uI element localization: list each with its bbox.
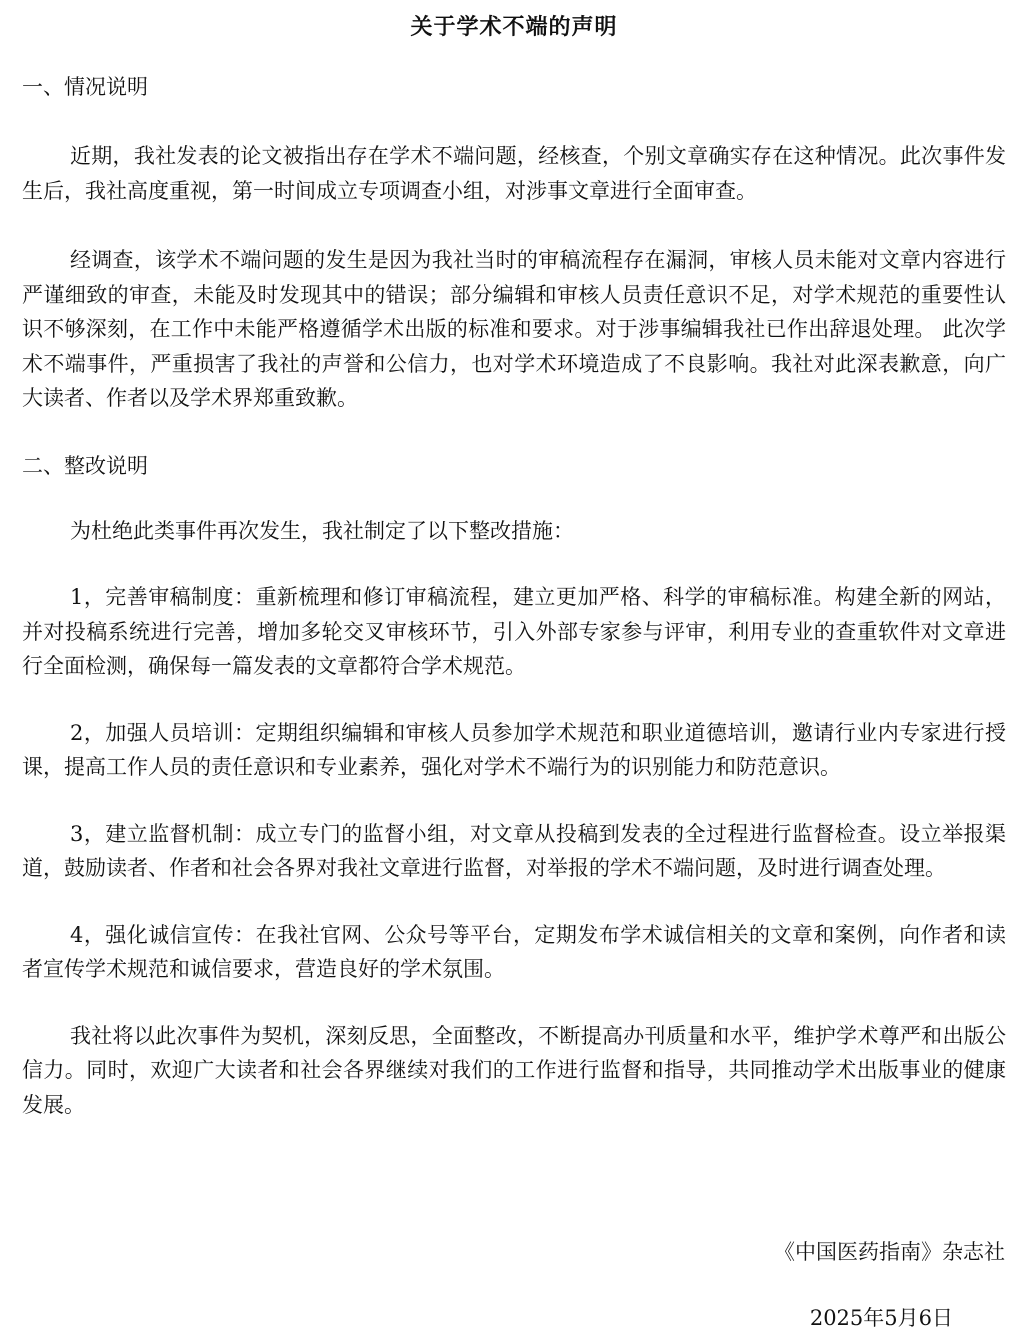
investigation-paragraph: 经调查，该学术不端问题的发生是因为我社当时的审稿流程存在漏洞，审核人员未能对文章内容进行严谨细致的审查，未能及时发现其中的错误；部分编辑和审核人员责任意识不足，对学术规范的重要性认识不够深刻，在工作中未能严格遵循学术出版的标准和要求。对于涉事编辑我社已作出辞退处理。 此次学术不端事件，严重损害了我社的声誉和公信力，也对学术环境造成了不良影响。我社对此深表歉意，向广大读者、作者以及学术界郑重致歉。 xyxy=(22,248,1006,410)
measure-item: 4，强化诚信宣传：在我社官网、公众号等平台，定期发布学术诚信相关的文章和案例，向作者和读者宣传学术规范和诚信要求，营造良好的学术氛围。 xyxy=(22,922,1006,981)
section-heading-rectification: 二、整改说明 xyxy=(22,453,148,478)
document-title: 关于学术不端的声明 xyxy=(410,14,618,40)
statement-document xyxy=(22,0,1006,1122)
measure-item: 1，完善审稿制度：重新梳理和修订审稿流程，建立更加严格、科学的审稿标准。构建全新的网站，并对投稿系统进行完善，增加多轮交叉审核环节，引入外部专家参与评审，利用专业的查重软件对文章进行全面检测，确保每一篇发表的文章都符合学术规范。 xyxy=(22,585,1006,678)
measure-item: 2，加强人员培训：定期组织编辑和审核人员参加学术规范和职业道德培训，邀请行业内专家进行授课，提高工作人员的责任意识和专业素养，强化对学术不端行为的识别能力和防范意识。 xyxy=(22,720,1006,779)
statement-date: 2025年5月6日 xyxy=(809,1306,953,1330)
publisher-signature: 《中国医药指南》杂志社 xyxy=(774,1240,1005,1264)
situation-paragraph: 近期，我社发表的论文被指出存在学术不端问题，经核查，个别文章确实存在这种情况。此次事件发生后，我社高度重视，第一时间成立专项调查小组，对涉事文章进行全面审查。 xyxy=(22,144,1006,203)
measure-item: 3，建立监督机制：成立专门的监督小组，对文章从投稿到发表的全过程进行监督检查。设立举报渠道，鼓励读者、作者和社会各界对我社文章进行监督，对举报的学术不端问题，及时进行调查处理。 xyxy=(22,821,1006,880)
rectification-intro: 为杜绝此类事件再次发生，我社制定了以下整改措施： xyxy=(70,518,574,543)
section-heading-situation: 一、情况说明 xyxy=(22,75,148,99)
closing-paragraph: 我社将以此次事件为契机，深刻反思，全面整改，不断提高办刊质量和水平，维护学术尊严和出版公信力。同时，欢迎广大读者和社会各界继续对我们的工作进行监督和指导，共同推动学术出版事业的健康发展。 xyxy=(22,1023,1006,1117)
